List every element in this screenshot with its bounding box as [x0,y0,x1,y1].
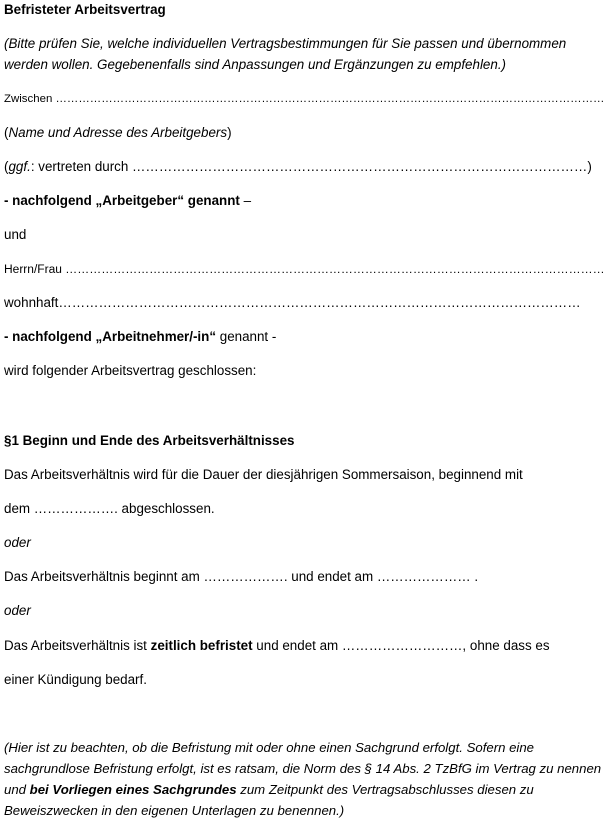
intro-note-line-1: (Bitte prüfen Sie, welche individuellen Vertragsbestimmungen für Sie passen und übernommen [4,36,567,51]
or-separator-1: oder [4,535,31,550]
and-word: und [4,227,27,242]
section-1-option-a-line-2: dem ………………. abgeschlossen. [4,501,215,516]
closing-note-line-2: sachgrundlose Befristung erfolgt, ist es ratsam, die Norm des § 14 Abs. 2 TzBfG im Vertrag zu nennen [4,761,602,776]
intro-note-line-2: werden wollen. Gegebenenfalls sind Anpassungen und Ergänzungen zu empfehlen.) [4,57,506,72]
section-1-option-a-line-1: Das Arbeitsverhältnis wird für die Dauer der diesjährigen Sommersaison, beginnend mit [4,467,523,482]
section-1-heading: §1 Beginn und Ende des Arbeitsverhältnisses [4,433,295,448]
or-separator-2: oder [4,603,31,618]
employee-name-line: Herrn/Frau ……………………………………………………………………………………………………………………… [4,262,605,276]
section-1-option-c-line-1: Das Arbeitsverhältnis ist zeitlich befristet und endet am ………………………, ohne dass es [4,638,550,653]
employer-designation: - nachfolgend „Arbeitgeber“ genannt – [4,193,252,208]
employer-name-hint: (Name und Adresse des Arbeitgebers) [4,125,232,140]
section-1-option-b: Das Arbeitsverhältnis beginnt am ………………. und endet am ………………… . [4,569,479,584]
closing-note-line-1: (Hier ist zu beachten, ob die Befristung mit oder ohne einen Sachgrund erfolgt. Sofern eine [4,740,535,755]
employer-blank-line: Zwischen ……………………………………………………………………………………………………………………………… [4,93,605,105]
employer-represented-line: (ggf.: vertreten durch …………………………………………………………………………………………) [4,159,592,174]
document-title: Befristeter Arbeitsvertrag [4,2,166,17]
employee-residence-line: wohnhaft……………………………………………………………………………………………………… [4,295,581,310]
contract-concluded-line: wird folgender Arbeitsvertrag geschlossen: [4,363,257,378]
employee-designation: - nachfolgend „Arbeitnehmer/-in“ genannt - [4,329,277,344]
closing-note-line-3: und bei Vorliegen eines Sachgrundes zum Zeitpunkt des Vertragsabschlusses diesen zu [4,782,534,797]
closing-note-line-4: Beweiszwecken in den eigenen Unterlagen zu benennen.) [4,803,345,818]
section-1-option-c-line-2: einer Kündigung bedarf. [4,672,147,687]
